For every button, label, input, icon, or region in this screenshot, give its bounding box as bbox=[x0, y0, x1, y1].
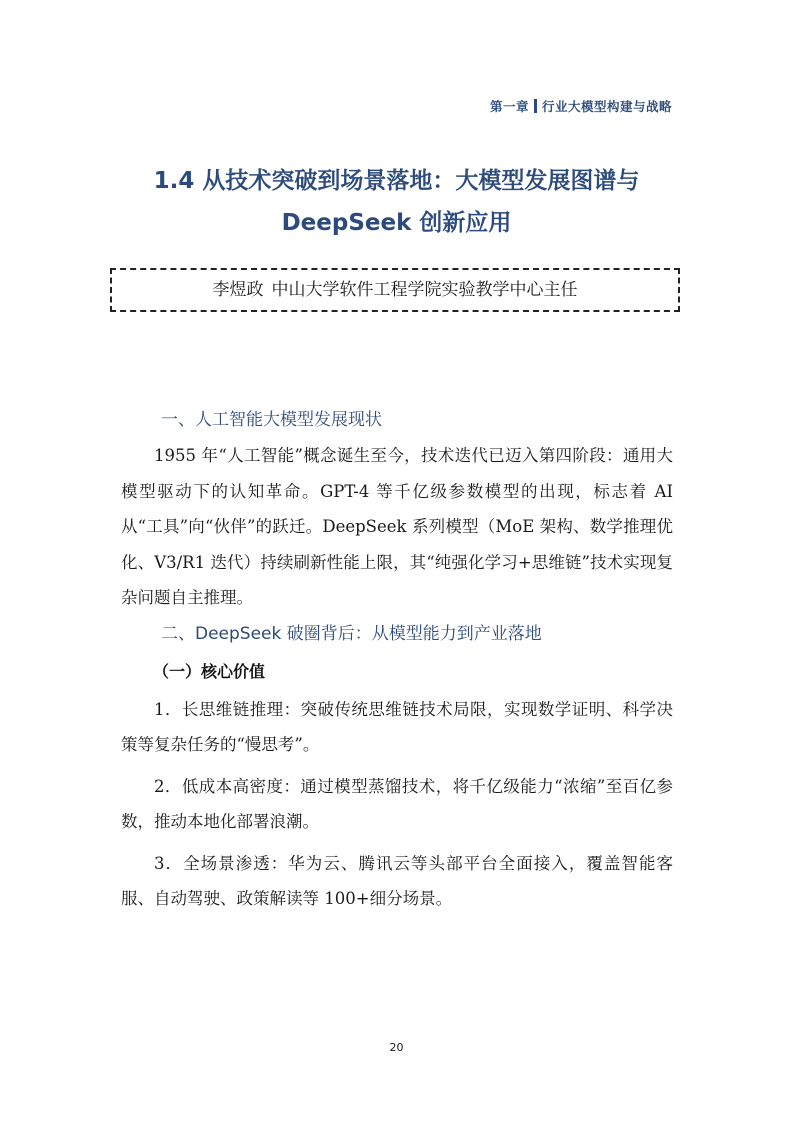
running-header bbox=[490, 97, 672, 115]
chapter-label: 第一章 bbox=[489, 99, 529, 114]
section-title bbox=[60, 160, 733, 244]
author-box bbox=[110, 268, 680, 312]
subheading-core-value: （一）核心价值 bbox=[153, 661, 266, 681]
list-item-long-chain-reasoning: 1．长思维链推理：突破传统思维链技术局限，实现数学证明、科学决策等复杂任务的“慢思考”。 bbox=[121, 699, 673, 754]
heading-current-status: 一、人工智能大模型发展现状 bbox=[161, 410, 382, 430]
author-name: 李煜政 bbox=[212, 280, 264, 300]
paragraph-current-status: 1955 年“人工智能”概念诞生至今，技术迭代已迈入第四阶段：通用大模型驱动下的认知革命。GPT-4 等千亿级参数模型的出现，标志着 AI 从“工具”向“伙伴”的跃迁。DeepSeek 系列模型（MoE 架构、数学推理优化、V3/R1 迭代）持续刷新性能上限，其“纯强化学习+思维链”技术实现复杂问题自主推理。 bbox=[121, 446, 673, 607]
section-title-line-2: DeepSeek 创新应用 bbox=[281, 210, 512, 236]
body-content bbox=[121, 402, 673, 917]
list-item-full-scenario: 3．全场景渗透：华为云、腾讯云等头部平台全面接入，覆盖智能客服、自动驾驶、政策解读等 100+细分场景。 bbox=[121, 853, 673, 908]
heading-deepseek-breakout: 二、DeepSeek 破圈背后：从模型能力到产业落地 bbox=[161, 623, 542, 644]
list-item-low-cost-density: 2．低成本高密度：通过模型蒸馏技术，将千亿级能力“浓缩”至百亿参数，推动本地化部署浪潮。 bbox=[121, 776, 673, 831]
author-affiliation: 中山大学软件工程学院实验教学中心主任 bbox=[271, 280, 578, 300]
page-number: 20 bbox=[389, 1041, 404, 1054]
chapter-title: 行业大模型构建与战略 bbox=[541, 99, 672, 114]
section-title-line-1: 1.4 从技术突破到场景落地：大模型发展图谱与 bbox=[153, 168, 640, 194]
header-separator bbox=[534, 99, 537, 113]
